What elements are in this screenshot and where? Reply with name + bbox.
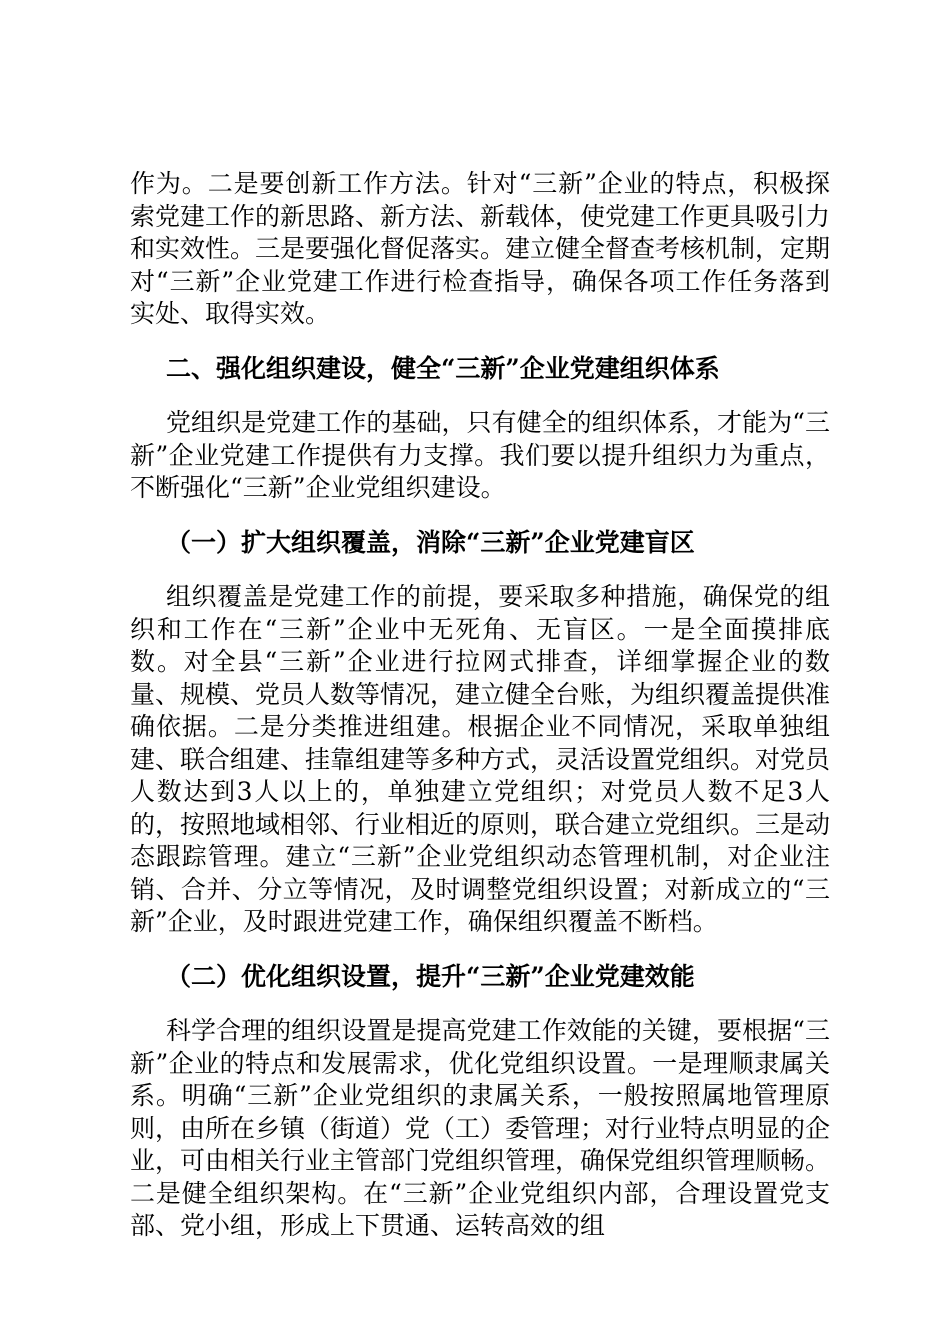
body-paragraph-3: 组织覆盖是党建工作的前提，要采取多种措施，确保党的组织和工作在“三新”企业中无死角、无盲区。一是全面摸排底数。对全县“三新”企业进行拉网式排查，详细掌握企业的数量、规模、党员人数等情况，建立健全台账，为组织覆盖提供准确依据。二是分类推进组建。根据企业不同情况，采取单独组建、联合组建、挂靠组建等多种方式，灵活设置党组织。对党员人数达到3人以上的，单独建立党组织；对党员人数不足3人的，按照地域相邻、行业相近的原则，联合建立党组织。三是动态跟踪管理。建立“三新”企业党组织动态管理机制，对企业注销、合并、分立等情况，及时调整党组织设置；对新成立的“三新”企业，及时跟进党建工作，确保组织覆盖不断档。 — [130, 582, 831, 936]
spacer — [130, 505, 830, 527]
section-heading-2: 二、强化组织建设，健全“三新”企业党建组织体系 — [166, 353, 720, 383]
spacer — [130, 559, 830, 581]
document-page — [130, 168, 830, 1243]
body-paragraph-1: 作为。二是要创新工作方法。针对“三新”企业的特点，积极探索党建工作的新思路、新方法、新载体，使党建工作更具吸引力和实效性。三是要强化督促落实。建立健全督查考核机制，定期对“三新”企业党建工作进行检查指导，确保各项工作任务落到实处、取得实效。 — [130, 169, 831, 328]
spacer — [130, 993, 830, 1015]
spacer — [130, 939, 830, 961]
subsection-heading-2: （二）优化组织设置，提升“三新”企业党建效能 — [166, 961, 695, 991]
subsection-heading-1: （一）扩大组织覆盖，消除“三新”企业党建盲区 — [166, 527, 695, 557]
spacer — [130, 331, 830, 353]
spacer — [130, 385, 830, 407]
body-paragraph-4: 科学合理的组织设置是提高党建工作效能的关键，要根据“三新”企业的特点和发展需求，优化党组织设置。一是理顺隶属关系。明确“三新”企业党组织的隶属关系，一般按照属地管理原则，由所在乡镇（街道）党（工）委管理；对行业特点明显的企业，可由相关行业主管部门党组织管理，确保党组织管理顺畅。二是健全组织架构。在“三新”企业党组织内部，合理设置党支部、党小组，形成上下贯通、运转高效的组 — [130, 1016, 831, 1240]
body-paragraph-2: 党组织是党建工作的基础，只有健全的组织体系，才能为“三新”企业党建工作提供有力支撑。我们要以提升组织力为重点，不断强化“三新”企业党组织建设。 — [130, 408, 830, 502]
